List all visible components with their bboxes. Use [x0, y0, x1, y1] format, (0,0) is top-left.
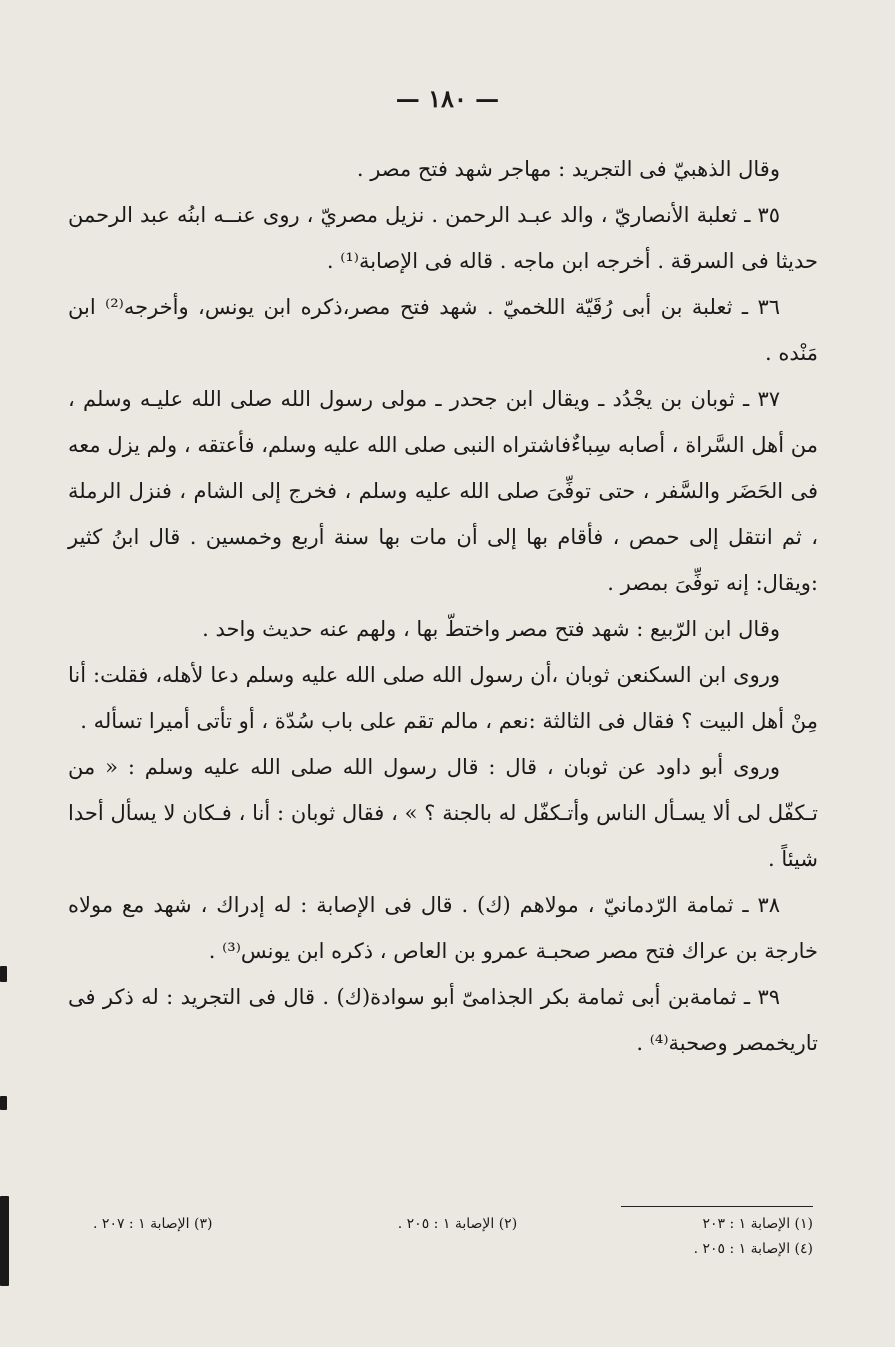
scan-edge-mark: [0, 966, 7, 982]
scan-edge-mark: [0, 1196, 9, 1286]
footnote-row: [93, 1212, 813, 1237]
entry-38: ٣٨ ـ ثمامة الرّدمانيّ ، مولاهم (ك) . قال فى الإصابة : له إدراك ، شهد مع مولاه خارجة بن عراك فتح مصر صحبـة عمرو بن العاص ، ذكره ابن يونس⁽³⁾ .: [68, 893, 818, 963]
footnote-3: (٣) الإصابة ١ : ٢٠٧ .: [93, 1216, 213, 1232]
paragraph-ibn-sakan: وروى ابن السكنعن ثوبان ،أن رسول الله صلى الله عليه وسلم دعا لأهله، فقلت: أنا مِنْ أهل البيت ؟ فقال فى الثالثة :نعم ، مالم تقم على باب سُدّة ، أو تأتى أميرا تسأله .: [68, 663, 818, 733]
footnote-2: (٢) الإصابة ١ : ٢٠٥ .: [397, 1216, 518, 1232]
page-number: — ١٨٠ —: [395, 84, 500, 113]
footnote-4: (٤) الإصابة ١ : ٢٠٥ .: [693, 1241, 813, 1257]
paragraph-dhahabi-note: وقال الذهبيّ فى التجريد : مهاجر شهد فتح مصر .: [356, 157, 780, 181]
entry-39: ٣٩ ـ ثمامةبن أبى ثمامة بكر الجذامىّ أبو سوادة(ك) . قال فى التجريد : له ذكر فى تاريخمصر وصحبة⁽⁴⁾ .: [68, 985, 818, 1055]
footnote-row: [93, 1237, 813, 1262]
body-text: [68, 146, 818, 1066]
footnote-1: (١) الإصابة ١ : ٢٠٣: [702, 1216, 813, 1232]
paragraph-ibn-rabi: وقال ابن الرّبيع : شهد فتح مصر واختطّ بها ، ولهم عنه حديث واحد .: [202, 617, 780, 641]
entry-35: ٣٥ ـ ثعلبة الأنصاريّ ، والد عبـد الرحمن . نزيل مصريّ ، روى عنــه ابنُه عبد الرحمن حديثا فى السرقة . أخرجه ابن ماجه . قاله فى الإصابة⁽¹⁾ .: [68, 203, 818, 273]
footnote-divider: [621, 1206, 813, 1207]
footnotes: [93, 1212, 813, 1262]
entry-37: ٣٧ ـ ثوبان بن يجْدُد ـ ويقال ابن جحدر ـ مولى رسول الله صلى الله عليـه وسلم ، من أهل السَّراة ، أصابه سِباءٌفاشتراه النبى صلى الله عليه وسلم، فأعتقه ، ولم يزل معه فى الحَضَر والسَّفر ، حتى توفِّىَ صلى الله عليه وسلم ، فخرج إلى الشام ، فنزل الرملة ، ثم انتقل إلى حمص ، فأقام بها إلى أن مات بها سنة أربع وخمسين . قال ابنُ كثير :ويقال: إنه توفِّىَ بمصر .: [68, 387, 818, 595]
scan-edge-mark: [0, 1096, 7, 1110]
paragraph-abu-dawud: وروى أبو داود عن ثوبان ، قال : قال رسول الله صلى الله عليه وسلم : « من تـكفّل لى ألا يسـأل الناس وأتـكفّل له بالجنة ؟ » ، فقال ثوبان : أنا ، فـكان لا يسأل أحدا شيئاً .: [68, 755, 818, 871]
entry-36: ٣٦ ـ ثعلبة بن أبى رُقَيّة اللخميّ . شهد فتح مصر،ذكره ابن يونس، وأخرجه⁽²⁾ ابن مَنْده .: [68, 295, 818, 365]
